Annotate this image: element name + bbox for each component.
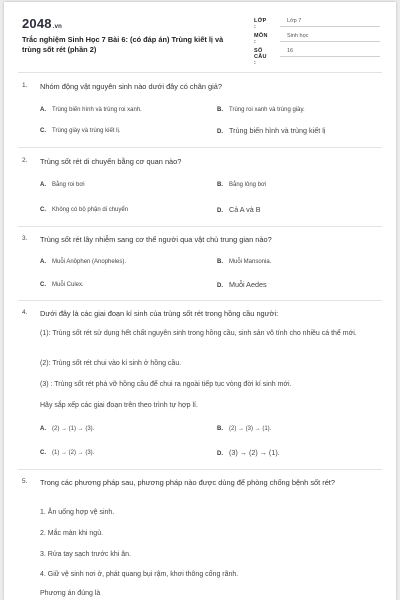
question-divider bbox=[18, 226, 382, 227]
method-4-text: 4. Giữ vệ sinh nơi ở, phát quang bụi rậm, khơi thông cống rãnh. bbox=[40, 571, 239, 578]
lop-value: Lớp 7 bbox=[287, 18, 302, 24]
worksheet-page bbox=[4, 2, 396, 600]
answer-prompt: Phương án đúng là bbox=[40, 590, 101, 597]
socau-label: SỐ CÂU : bbox=[254, 48, 267, 66]
question-text: Trùng sốt rét lây nhiễm sang cơ thể người qua vật chủ trung gian nào? bbox=[40, 235, 272, 244]
question-number: 4. bbox=[22, 309, 28, 316]
stage-1-text: (1): Trùng sốt rét sử dụng hết chất nguyên sinh trong hồng cầu, sinh sản vô tính cho nhiều cá thể mới. bbox=[40, 330, 357, 337]
mon-label: MÔN : bbox=[254, 33, 268, 45]
option-a[interactable]: A. Bằng roi bơi bbox=[40, 182, 85, 188]
header-divider bbox=[18, 72, 382, 73]
option-b[interactable]: B. Bằng lông bơi bbox=[217, 182, 267, 188]
logo-suffix: .vn bbox=[52, 24, 63, 30]
option-c[interactable]: C. (1) → (2) → (3). bbox=[40, 450, 95, 456]
question-divider bbox=[18, 147, 382, 148]
question-instruction: Hãy sắp xếp các giai đoạn trên theo trình tự hợp lí. bbox=[40, 402, 198, 409]
option-b[interactable]: B. Muỗi Mansonia. bbox=[217, 259, 272, 265]
stage-3-text: (3) : Trùng sốt rét phá vỡ hồng cầu để chui ra ngoài tiếp tục vòng đời kí sinh mới. bbox=[40, 381, 292, 388]
option-c[interactable]: C. Trùng giày và trùng kiết lị. bbox=[40, 128, 121, 134]
method-1-text: 1. Ăn uống hợp vệ sinh. bbox=[40, 509, 115, 516]
question-text: Trong các phương pháp sau, phương pháp nào được dùng để phòng chống bệnh sốt rét? bbox=[40, 478, 335, 487]
stage-2-text: (2): Trùng sốt rét chui vào kí sinh ở hồng cầu. bbox=[40, 360, 182, 367]
question-text: Nhóm động vật nguyên sinh nào dưới đây có chân giả? bbox=[40, 82, 222, 91]
question-number: 3. bbox=[22, 235, 28, 242]
lop-label: LỚP : bbox=[254, 18, 267, 30]
meta-underline bbox=[280, 56, 380, 57]
option-d[interactable]: D. Muỗi Aedes bbox=[217, 280, 267, 289]
option-d[interactable]: D. Cả A và B bbox=[217, 205, 261, 214]
site-logo[interactable] bbox=[22, 16, 62, 31]
question-text: Dưới đây là các giai đoạn kí sinh của trùng sốt rét trong hồng cầu người: bbox=[40, 309, 279, 318]
page-title: Trắc nghiệm Sinh Học 7 Bài 6: (có đáp án) Trùng kiết lị và trùng sốt rét (phần 2) bbox=[22, 35, 224, 54]
option-b[interactable]: B. (2) → (3) → (1). bbox=[217, 426, 272, 432]
option-c[interactable]: C. Muỗi Culex. bbox=[40, 282, 84, 288]
meta-underline bbox=[280, 41, 380, 42]
question-text: Trùng sốt rét di chuyển bằng cơ quan nào? bbox=[40, 157, 182, 166]
option-a[interactable]: A. Trùng biến hình và trùng roi xanh. bbox=[40, 107, 142, 113]
method-2-text: 2. Mắc màn khi ngủ. bbox=[40, 530, 104, 537]
socau-value: 16 bbox=[287, 48, 294, 54]
option-b[interactable]: B. Trùng roi xanh và trùng giày. bbox=[217, 107, 305, 113]
option-d[interactable]: D. (3) → (2) → (1). bbox=[217, 448, 280, 457]
question-number: 1. bbox=[22, 82, 28, 89]
meta-underline bbox=[280, 26, 380, 27]
option-a[interactable]: A. (2) → (1) → (3). bbox=[40, 426, 95, 432]
question-divider bbox=[18, 469, 382, 470]
option-a[interactable]: A. Muỗi Anôphen (Anopheles). bbox=[40, 259, 127, 265]
mon-value: Sinh học bbox=[287, 33, 309, 39]
method-3-text: 3. Rửa tay sạch trước khi ăn. bbox=[40, 551, 131, 558]
logo-text: 2048 bbox=[22, 16, 52, 31]
question-divider bbox=[18, 300, 382, 301]
question-number: 2. bbox=[22, 157, 28, 164]
option-c[interactable]: C. Không có bộ phận di chuyển bbox=[40, 207, 129, 213]
option-d[interactable]: D. Trùng biến hình và trùng kiết lị bbox=[217, 126, 326, 135]
question-number: 5. bbox=[22, 478, 28, 485]
